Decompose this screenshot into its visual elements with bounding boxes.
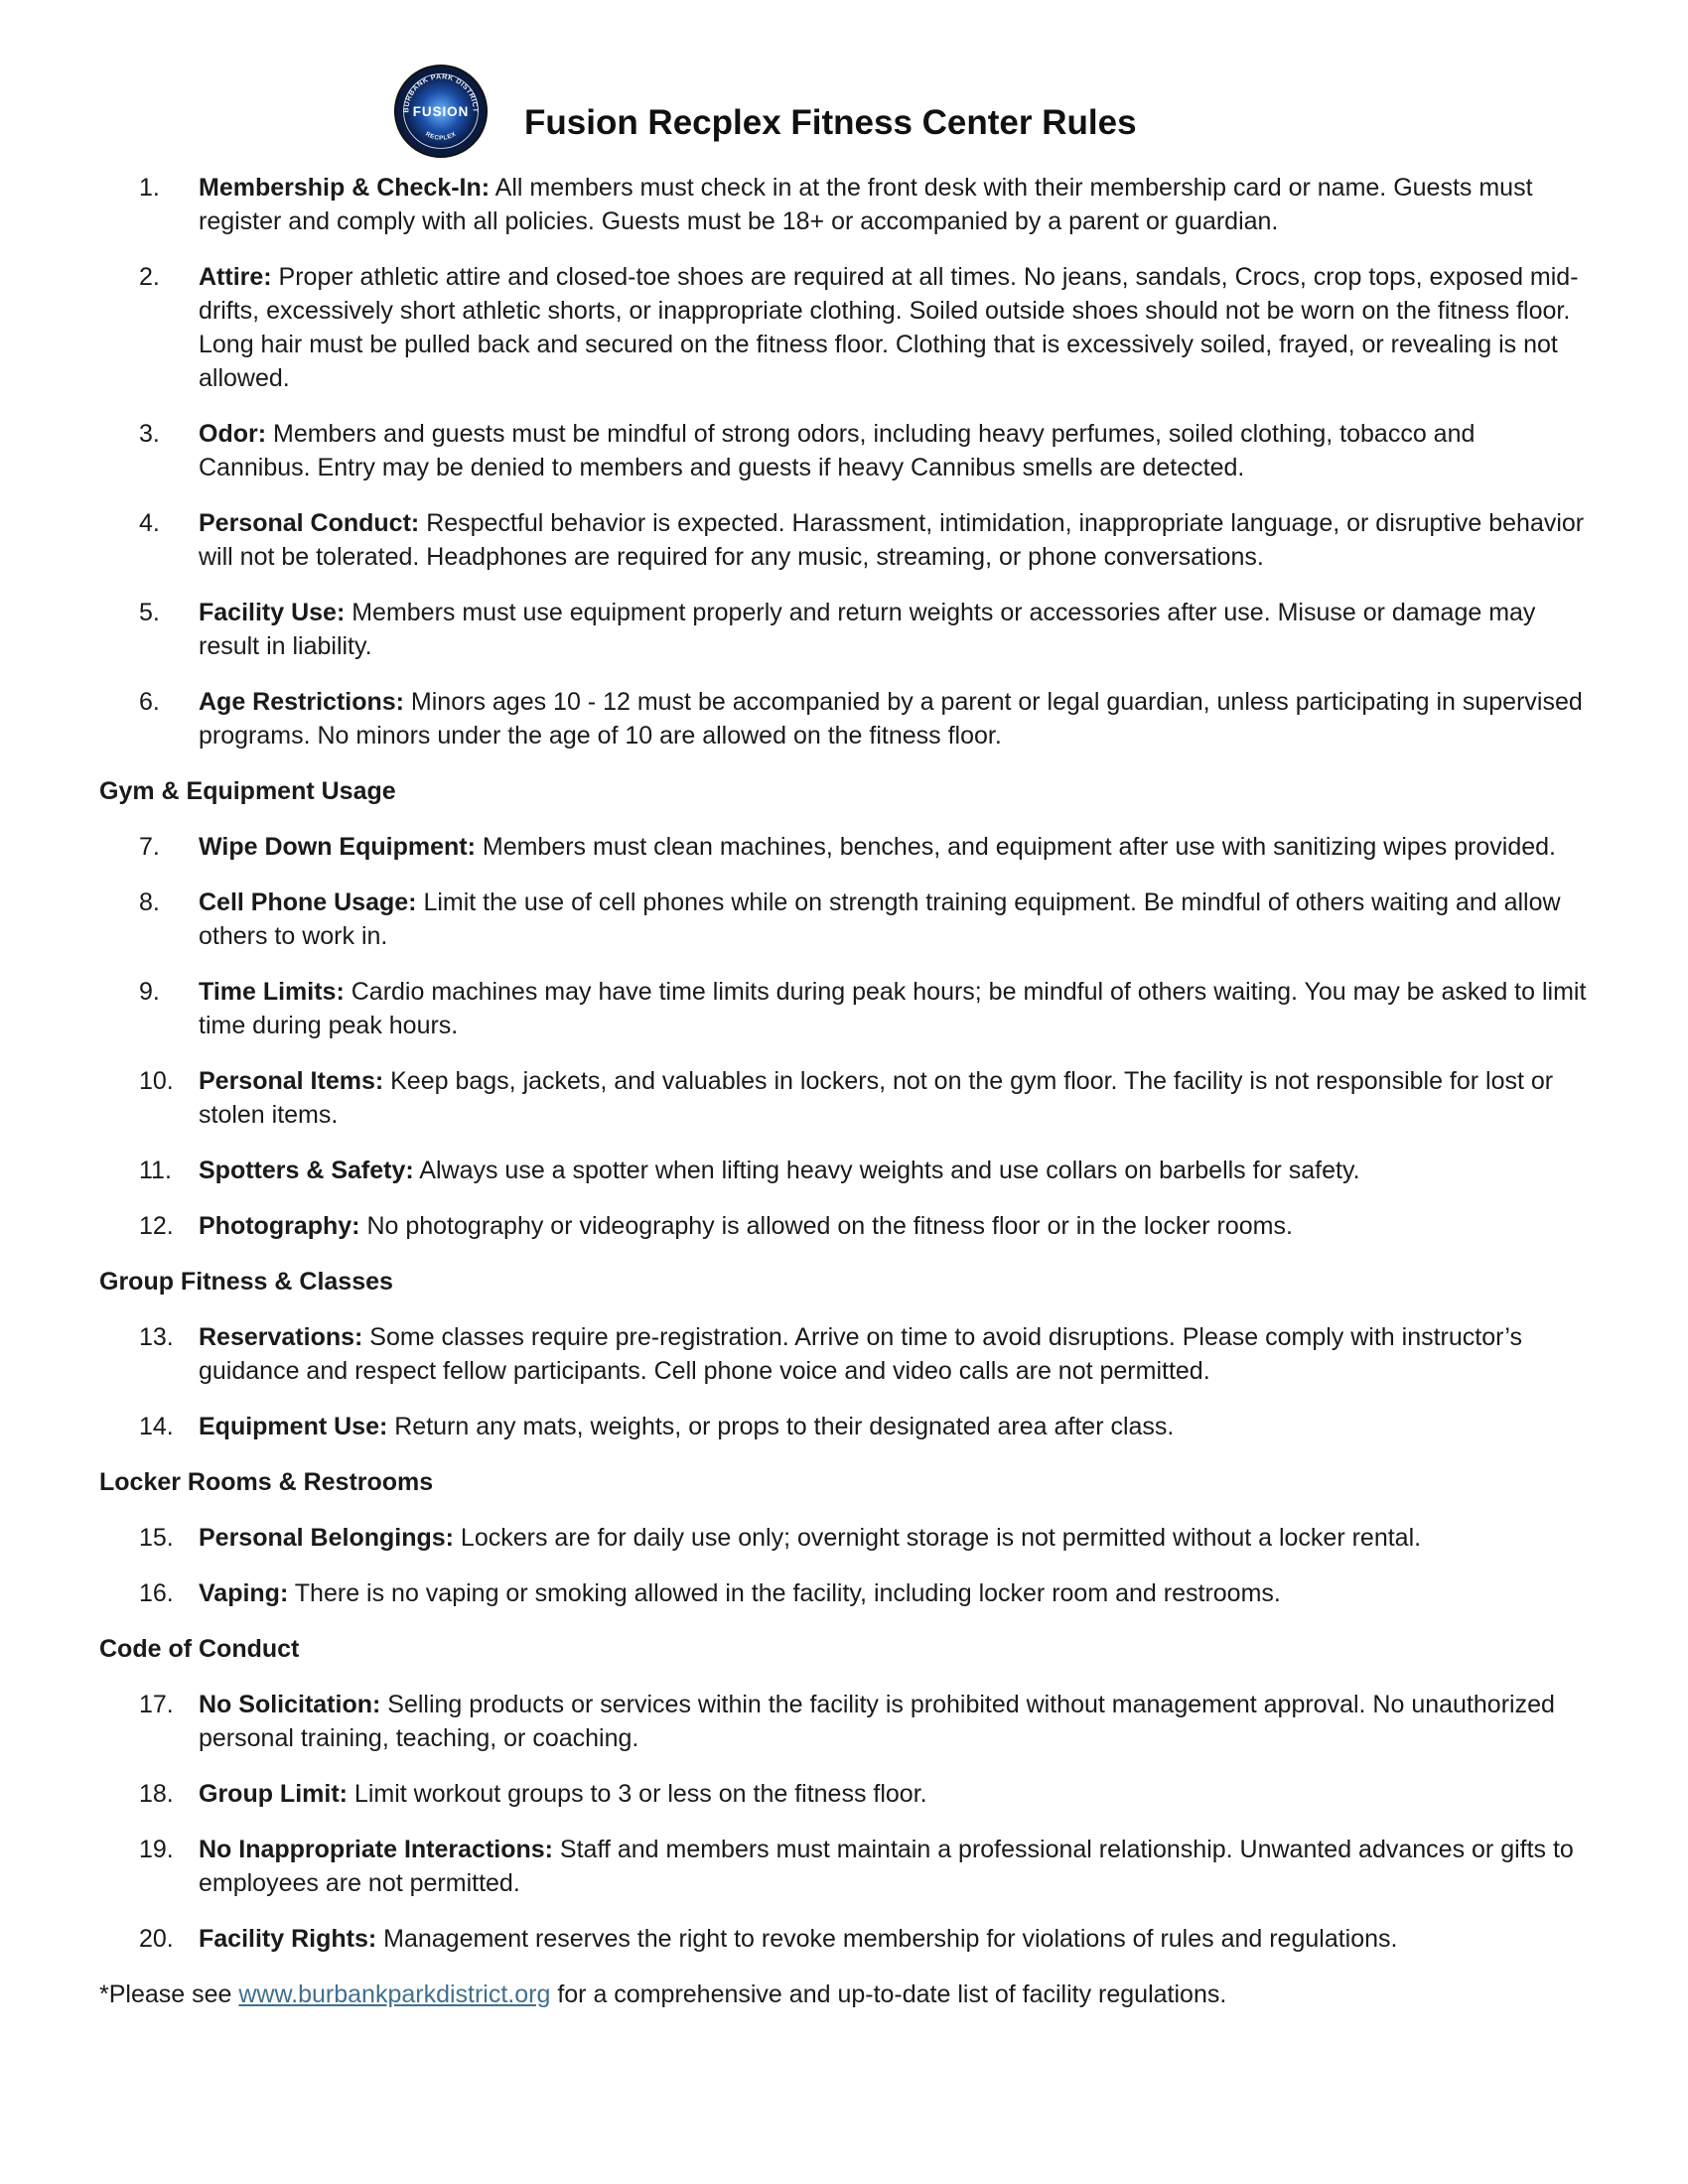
rule-text: Keep bags, jackets, and valuables in lockers, not on the gym floor. The facility is not responsible for lost or stolen items. bbox=[199, 1067, 1554, 1129]
rule-text: Members and guests must be mindful of strong odors, including heavy perfumes, soiled clothing, tobacco and Cannibus. Entry may be denied to members and guests if heavy Cannibus smells are detected. bbox=[199, 420, 1476, 481]
rule-number: 10. bbox=[139, 1067, 174, 1095]
section-heading-locker-rooms: Locker Rooms & Restrooms bbox=[99, 1468, 434, 1496]
logo-bottom-text: RECPLEX bbox=[424, 130, 458, 142]
rule-text: Cardio machines may have time limits during peak hours; be mindful of others waiting. You may be asked to limit time during peak hours. bbox=[199, 978, 1587, 1039]
rule-term: No Inappropriate Interactions: bbox=[199, 1836, 553, 1863]
rule-number: 19. bbox=[139, 1836, 174, 1863]
rule-term: Odor: bbox=[199, 420, 267, 448]
rule-term: Vaping: bbox=[199, 1579, 289, 1607]
rule-text: Members must use equipment properly and return weights or accessories after use. Misuse or damage may result in liability. bbox=[199, 599, 1536, 660]
rule-text: Respectful behavior is expected. Harassment, intimidation, inappropriate language, or disruptive behavior will not be tolerated. Headphones are required for any music, streaming, or phone conversations. bbox=[199, 509, 1585, 571]
rule-number: 3. bbox=[139, 420, 160, 448]
rule-text: Limit the use of cell phones while on strength training equipment. Be mindful of others waiting and allow others to work in. bbox=[199, 888, 1561, 950]
rule-number: 18. bbox=[139, 1780, 174, 1808]
section-heading-group-fitness: Group Fitness & Classes bbox=[99, 1268, 393, 1296]
rule-item bbox=[99, 1410, 1589, 1443]
rule-item bbox=[99, 830, 1589, 864]
rule-term: Facility Use: bbox=[199, 599, 346, 626]
rules-list-gym bbox=[99, 830, 1589, 1243]
rule-item bbox=[99, 417, 1589, 484]
rule-text: All members must check in at the front desk with their membership card or name. Guests must register and comply with all policies. Guests must be 18+ or accompanied by a parent or guardian. bbox=[199, 174, 1533, 235]
rule-text: Management reserves the right to revoke membership for violations of rules and regulations. bbox=[376, 1925, 1398, 1953]
rule-item bbox=[99, 1688, 1589, 1755]
rule-item bbox=[99, 1320, 1589, 1388]
rule-item bbox=[99, 685, 1589, 752]
footer-prefix: *Please see bbox=[99, 1980, 239, 2008]
rule-item bbox=[99, 1922, 1589, 1956]
rule-number: 15. bbox=[139, 1524, 174, 1552]
rule-number: 8. bbox=[139, 888, 160, 916]
rule-text: Some classes require pre-registration. Arrive on time to avoid disruptions. Please comply with instructor’s guidance and respect fellow participants. Cell phone voice and video calls are not permitted. bbox=[199, 1323, 1522, 1385]
rule-text: There is no vaping or smoking allowed in the facility, including locker room and restrooms. bbox=[288, 1579, 1281, 1607]
rule-term: Spotters & Safety: bbox=[199, 1157, 414, 1184]
rule-item bbox=[99, 506, 1589, 574]
rule-number: 14. bbox=[139, 1413, 174, 1440]
rule-number: 1. bbox=[139, 174, 160, 202]
rule-item bbox=[99, 1154, 1589, 1187]
rule-number: 17. bbox=[139, 1691, 174, 1718]
rule-text: Always use a spotter when lifting heavy weights and use collars on barbells for safety. bbox=[413, 1157, 1360, 1184]
rule-number: 2. bbox=[139, 263, 160, 291]
page-title: Fusion Recplex Fitness Center Rules bbox=[524, 103, 1137, 142]
fusion-logo bbox=[393, 64, 489, 159]
rule-text: Return any mats, weights, or props to their designated area after class. bbox=[387, 1413, 1175, 1440]
rules-list-general bbox=[99, 171, 1589, 752]
rule-text: Staff and members must maintain a professional relationship. Unwanted advances or gifts to employees are not permitted. bbox=[199, 1836, 1574, 1897]
rule-text: Limit workout groups to 3 or less on the fitness floor. bbox=[347, 1780, 927, 1808]
rule-number: 7. bbox=[139, 833, 160, 861]
rule-item bbox=[99, 1521, 1589, 1555]
rule-number: 6. bbox=[139, 688, 160, 716]
rule-item bbox=[99, 1777, 1589, 1811]
page-header bbox=[393, 64, 1386, 163]
rule-number: 12. bbox=[139, 1212, 174, 1240]
logo-top-text: BURBANK PARK DISTRICT bbox=[401, 71, 481, 113]
rule-item bbox=[99, 1576, 1589, 1610]
rule-item bbox=[99, 1209, 1589, 1243]
rule-number: 20. bbox=[139, 1925, 174, 1953]
rule-item bbox=[99, 1833, 1589, 1900]
rule-number: 9. bbox=[139, 978, 160, 1006]
rule-term: Photography: bbox=[199, 1212, 360, 1240]
footer-note bbox=[99, 1978, 1589, 2011]
rule-term: Personal Belongings: bbox=[199, 1524, 454, 1552]
rule-term: Personal Items: bbox=[199, 1067, 384, 1095]
rule-number: 5. bbox=[139, 599, 160, 626]
rule-item bbox=[99, 975, 1589, 1042]
rule-item bbox=[99, 886, 1589, 953]
rule-text: Lockers are for daily use only; overnight storage is not permitted without a locker rental. bbox=[453, 1524, 1422, 1552]
website-link[interactable]: www.burbankparkdistrict.org bbox=[238, 1980, 551, 2008]
rule-term: Personal Conduct: bbox=[199, 509, 420, 537]
rule-number: 4. bbox=[139, 509, 160, 537]
rule-term: Attire: bbox=[199, 263, 272, 291]
rule-text: Minors ages 10 - 12 must be accompanied by a parent or legal guardian, unless participating in supervised programs. No minors under the age of 10 are allowed on the fitness floor. bbox=[199, 688, 1583, 750]
rule-text: Proper athletic attire and closed-toe shoes are required at all times. No jeans, sandals, Crocs, crop tops, exposed mid-drifts, excessively short athletic shorts, or inappropriate clothing. Soiled outside shoes should not be worn on the fitness floor. Long hair must be pulled back and secured on the fitness floor. Clothing that is excessively soiled, frayed, or revealing is not allowed. bbox=[199, 263, 1579, 392]
rule-term: Wipe Down Equipment: bbox=[199, 833, 476, 861]
section-heading-code-of-conduct: Code of Conduct bbox=[99, 1635, 300, 1663]
rule-text: No photography or videography is allowed on the fitness floor or in the locker rooms. bbox=[359, 1212, 1293, 1240]
rule-item bbox=[99, 260, 1589, 395]
section-heading-gym: Gym & Equipment Usage bbox=[99, 777, 396, 805]
rule-term: Membership & Check-In: bbox=[199, 174, 491, 202]
rule-text: Members must clean machines, benches, and equipment after use with sanitizing wipes provided. bbox=[475, 833, 1556, 861]
rules-list-group-fitness bbox=[99, 1320, 1589, 1443]
rule-text: Selling products or services within the facility is prohibited without management approval. No unauthorized personal training, teaching, or coaching. bbox=[199, 1691, 1555, 1752]
rule-term: Time Limits: bbox=[199, 978, 345, 1006]
rules-list-locker-rooms bbox=[99, 1521, 1589, 1610]
rule-term: Age Restrictions: bbox=[199, 688, 404, 716]
rule-item bbox=[99, 171, 1589, 238]
rule-term: Reservations: bbox=[199, 1323, 363, 1351]
logo-center-text: FUSION bbox=[412, 103, 470, 119]
footer-suffix: for a comprehensive and up-to-date list of facility regulations. bbox=[550, 1980, 1227, 2008]
rule-term: Group Limit: bbox=[199, 1780, 348, 1808]
rule-number: 16. bbox=[139, 1579, 174, 1607]
rules-content bbox=[99, 171, 1589, 2011]
rule-number: 13. bbox=[139, 1323, 174, 1351]
rule-term: No Solicitation: bbox=[199, 1691, 381, 1718]
rule-term: Facility Rights: bbox=[199, 1925, 377, 1953]
rule-term: Equipment Use: bbox=[199, 1413, 388, 1440]
rules-list-code-of-conduct bbox=[99, 1688, 1589, 1956]
rule-term: Cell Phone Usage: bbox=[199, 888, 417, 916]
rule-item bbox=[99, 1064, 1589, 1132]
rule-number: 11. bbox=[139, 1157, 172, 1184]
rule-item bbox=[99, 596, 1589, 663]
